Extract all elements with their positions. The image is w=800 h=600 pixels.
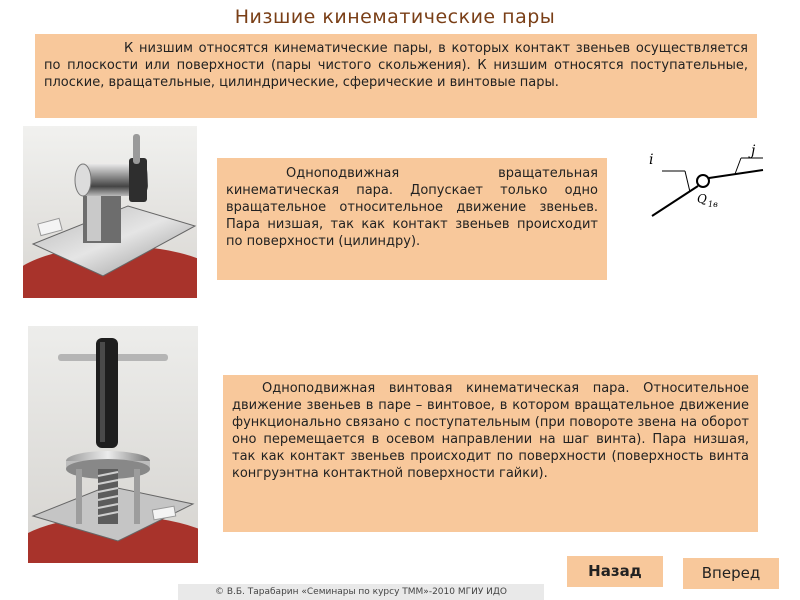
screw-pair-description: Одноподвижная винтовая кинематическая пара. Относительное движение звеньев в паре – винтовое, в котором вращательное движение функционально связано с поступательным (при повороте звена на оборот оно перемещается в осевом направлении на шаг винта). Пара низшая, так как контакт звеньев происходит по поверхности (поверхность винта конгруэнтна контактной поверхности гайки). bbox=[223, 375, 758, 532]
revolute-joint-icon bbox=[697, 175, 709, 187]
screw-pair-model-icon bbox=[28, 326, 198, 563]
revolute-pair-description: Одноподвижная вращательная кинематическая пара. Допускает только одно вращательное относительное движение звеньев. Пара низшая, так как контакт звеньев происходит по поверхности (цилиндру). bbox=[217, 158, 607, 280]
screw-pair-photo bbox=[28, 326, 198, 563]
forward-button[interactable]: Вперед bbox=[683, 558, 779, 589]
pair-subscript: 1в bbox=[708, 200, 718, 209]
revolute-pair-photo bbox=[23, 126, 197, 298]
link-j-label: j bbox=[751, 143, 756, 159]
link-i-line bbox=[652, 186, 698, 216]
link-i-label: i bbox=[649, 152, 654, 168]
intro-text-panel: К низшим относятся кинематические пары, в которых контакт звеньев осуществляется по плоскости или поверхности (пары чистого скольжения). К низшим относятся поступательные, плоские, вращательные, цилиндрические, сферические и винтовые пары. bbox=[35, 34, 757, 118]
page-title: Низшие кинематические пары bbox=[234, 6, 556, 28]
pair-label: Q bbox=[697, 192, 707, 206]
revolute-pair-model-icon bbox=[23, 126, 197, 298]
revolute-pair-diagram bbox=[640, 140, 770, 220]
back-button[interactable]: Назад bbox=[567, 556, 663, 587]
footer-copyright: © В.Б. Тарабарин «Семинары по курсу ТММ»-2010 МГИУ ИДО bbox=[178, 584, 544, 600]
